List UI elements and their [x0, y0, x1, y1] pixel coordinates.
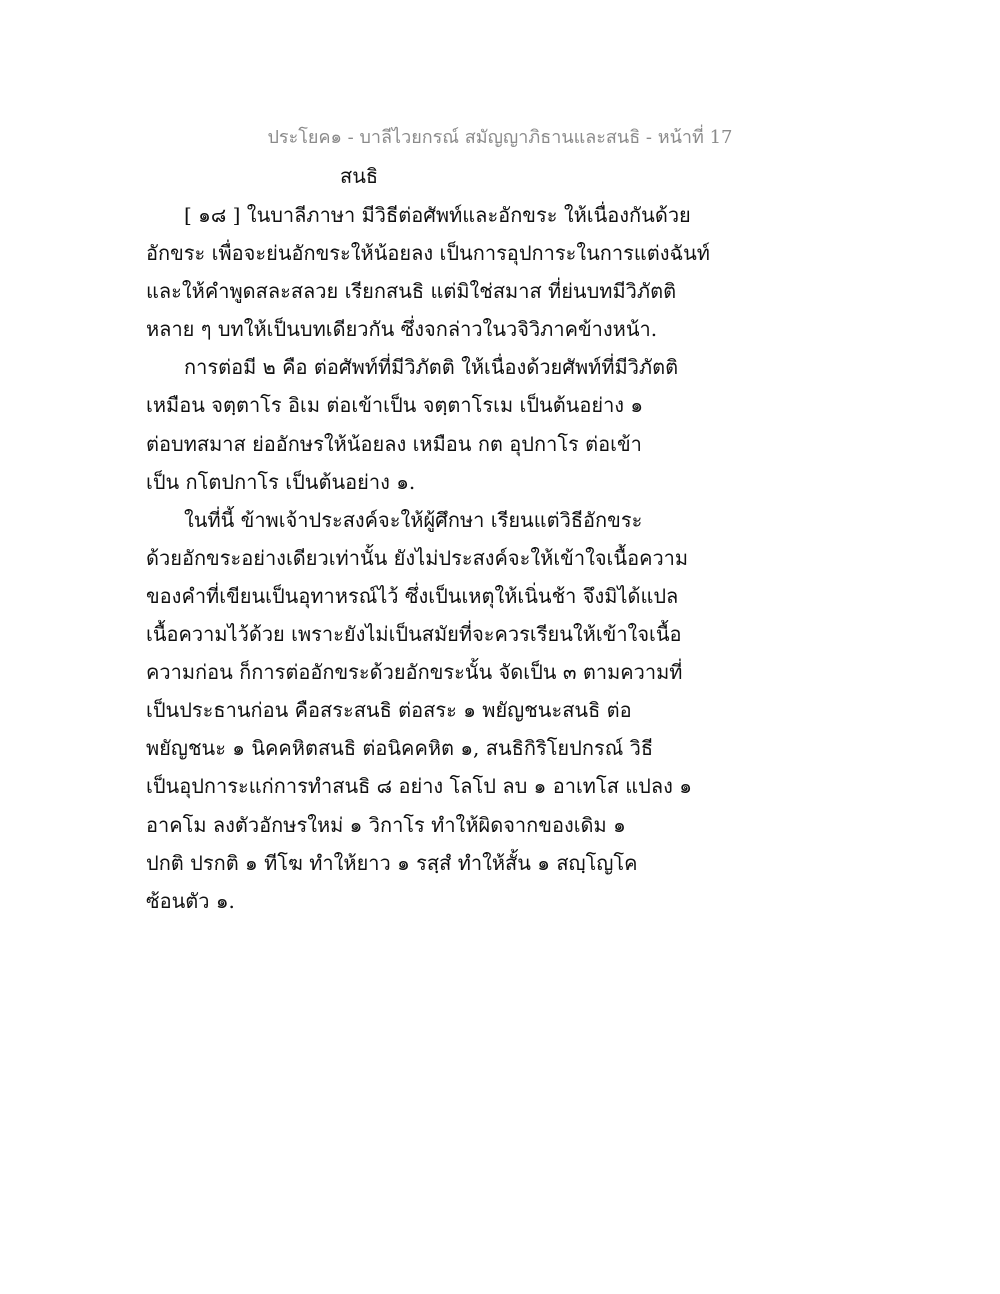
paragraph-line: เนื้อความไว้ด้วย เพราะยังไม่เป็นสมัยที่จะควรเรียนให้เข้าใจเนื้อ	[146, 622, 682, 647]
paragraph-line: อาคโม ลงตัวอักษรใหม่ ๑ วิกาโร ทำให้ผิดจากของเดิม ๑	[146, 812, 626, 837]
paragraph-line: ซ้อนตัว ๑.	[146, 888, 235, 913]
paragraph-line: ต่อบทสมาส ย่ออักษรให้น้อยลง เหมือน กต อุปกาโร ต่อเข้า	[146, 431, 642, 456]
paragraph-line: [ ๑๘ ] ในบาลีภาษา มีวิธีต่อศัพท์และอักขระ ให้เนื่องกันด้วย	[184, 203, 691, 227]
paragraph-line: และให้คำพูดสละสลวย เรียกสนธิ แต่มิใช่สมาส ที่ย่นบทมีวิภัตติ	[146, 279, 677, 304]
page-header	[0, 122, 1000, 151]
paragraph-line: เป็นอุปการะแก่การทำสนธิ ๘ อย่าง โลโป ลบ ๑ อาเทโส แปลง ๑	[146, 774, 692, 799]
paragraph-line: การต่อมี ๒ คือ ต่อศัพท์ที่มีวิภัตติ ให้เนื่องด้วยศัพท์ที่มีวิภัตติ	[184, 355, 679, 380]
paragraph-line: ในที่นี้ ข้าพเจ้าประสงค์จะให้ผู้ศึกษา เรียนแต่วิธีอักขระ	[184, 507, 643, 532]
page-header-text: ประโยค๑ - บาลีไวยกรณ์ สมัญญาภิธานและสนธิ - หน้าที่ 17	[267, 127, 733, 148]
paragraph-line: เป็น กโตปกาโร เป็นต้นอย่าง ๑.	[146, 469, 416, 494]
paragraph-line: ปกติ ปรกติ ๑ ทีโฆ ทำให้ยาว ๑ รสฺสํ ทำให้สั้น ๑ สญฺโญโค	[146, 850, 638, 875]
paragraph-line: ความก่อน ก็การต่ออักขระด้วยอักขระนั้น จัดเป็น ๓ ตามความที่	[146, 660, 683, 685]
paragraph-line: ด้วยอักขระอย่างเดียวเท่านั้น ยังไม่ประสงค์จะให้เข้าใจเนื้อความ	[146, 545, 689, 570]
paragraph-line: เป็นประธานก่อน คือสระสนธิ ต่อสระ ๑ พยัญชนะสนธิ ต่อ	[146, 698, 632, 723]
paragraph-line: เหมือน จตฺตาโร อิเม ต่อเข้าเป็น จตฺตาโรเม เป็นต้นอย่าง ๑	[146, 393, 644, 418]
paragraph-line: ของคำที่เขียนเป็นอุทาหรณ์ไว้ ซึ่งเป็นเหตุให้เนิ่นช้า จึงมิได้แปล	[146, 583, 679, 608]
paragraph-line: พยัญชนะ ๑ นิคคหิตสนธิ ต่อนิคคหิต ๑, สนธิกิริโยปกรณ์ วิธี	[146, 736, 654, 761]
paragraph-line: หลาย ๆ บทให้เป็นบทเดียวกัน ซึ่งจกล่าวในวจิวิภาคข้างหน้า.	[146, 317, 658, 342]
section-title: สนธิ	[340, 164, 379, 188]
body-text	[146, 196, 710, 920]
paragraph-line: อักขระ เพื่อจะย่นอักขระให้น้อยลง เป็นการอุปการะในการแต่งฉันท์	[146, 241, 710, 266]
